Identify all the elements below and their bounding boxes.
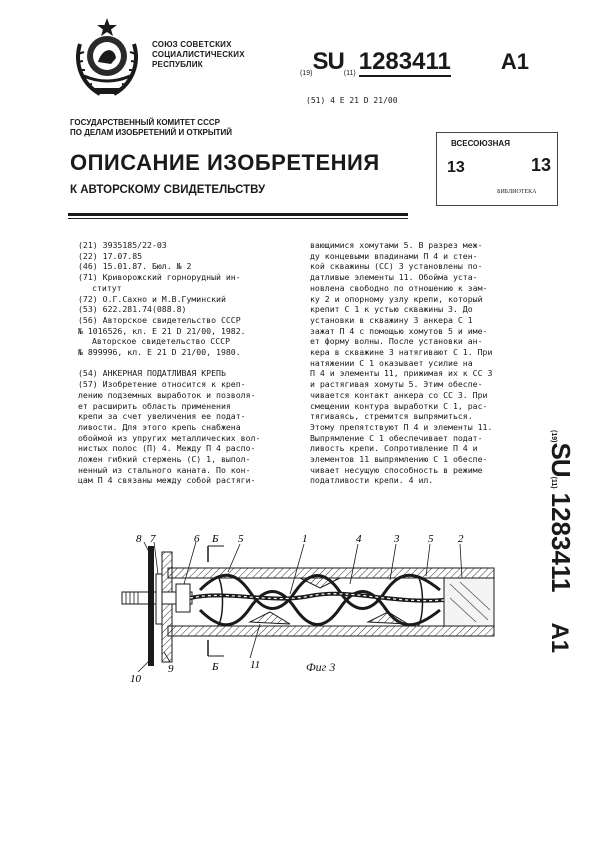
text-line: чивается контакт анкера со СС 3. При xyxy=(310,389,488,400)
document-subtitle: К АВТОРСКОМУ СВИДЕТЕЛЬСТВУ xyxy=(70,184,266,196)
text-line: (72) О.Г.Сахно и М.В.Гуминский xyxy=(78,293,226,304)
side-kind-code: A1 xyxy=(546,622,573,654)
text-line: Авторское свидетельство СССР xyxy=(92,336,231,347)
document-number xyxy=(300,48,529,77)
fig-label: 9 xyxy=(168,663,174,675)
text-line: ливость крепи. Сопротивление П 4 и xyxy=(310,443,478,454)
country-line: СОЮЗ СОВЕТСКИХ xyxy=(152,40,232,49)
fig-label: 5 xyxy=(238,533,244,545)
abstract-continuation xyxy=(310,240,522,486)
text-line: (57) Изобретение относится к креп- xyxy=(78,379,246,390)
text-line: чивает несущую способность в режиме xyxy=(310,464,483,475)
country-code: SU xyxy=(312,48,344,75)
code-11: (11) xyxy=(343,70,356,77)
fig-label: 10 xyxy=(130,673,141,685)
text-line xyxy=(78,358,304,369)
fig-label: 8 xyxy=(136,533,142,545)
country-name xyxy=(152,40,245,70)
stamp-bottom-text: БИБЛИОТЕКА xyxy=(497,189,537,195)
text-line: вающимися хомутами 5. В разрез меж- xyxy=(310,240,483,250)
ipc-classification: (51) 4 E 21 D 21/00 xyxy=(306,96,398,105)
committee-name xyxy=(70,118,232,138)
text-line: крепи за счет увеличения ее подат- xyxy=(78,411,246,422)
text-line: элементов 11 выпрямлению С 1 обеспе- xyxy=(310,454,488,465)
fig-label: 1 xyxy=(302,533,308,545)
side-country-code: SU xyxy=(546,442,576,477)
text-line: и растягивая хомуты 5. Этим обеспе- xyxy=(310,379,483,390)
title-divider xyxy=(68,213,408,216)
text-line: тягиваясь, стремится выпрямиться. xyxy=(310,411,473,422)
text-line: датливые элементы 11. Обойма уста- xyxy=(310,272,478,283)
text-line: ку 2 и опорному узлу крепи, который xyxy=(310,293,483,304)
text-line: кера в скважине 3 натягивают С 1. При xyxy=(310,347,493,358)
ussr-emblem-icon xyxy=(70,14,144,100)
fig-label: 7 xyxy=(150,533,156,545)
fig-label: Б xyxy=(212,661,219,673)
side-patent-number: 1283411 xyxy=(546,492,576,593)
patent-number: 1283411 xyxy=(358,48,451,75)
text-line: новлена свободно по отношению к зам- xyxy=(310,282,488,293)
text-line: кой скважины (СС) 3 установлены по- xyxy=(310,261,483,272)
fig-label: Б xyxy=(212,533,219,545)
text-line: смещении контура выработки С 1, рас- xyxy=(310,400,488,411)
committee-line: ГОСУДАРСТВЕННЫЙ КОМИТЕТ СССР xyxy=(70,118,220,127)
text-line: податливости крепи. 4 ил. xyxy=(310,475,434,486)
library-stamp xyxy=(436,132,558,206)
text-line: зажат П 4 с помощью хомутов 5 и име- xyxy=(310,325,488,336)
kind-code: A1 xyxy=(500,49,529,74)
text-line: Выпрямление С 1 обеспечивает подат- xyxy=(310,432,483,443)
side-code-19: (19) xyxy=(550,430,557,443)
text-line: ститут xyxy=(92,282,122,293)
text-line: Этому препятствуют П 4 и элементы 11. xyxy=(310,421,493,432)
text-line: П 4 и элементы 11, прижимая их к СС 3 xyxy=(310,368,493,379)
committee-line: ПО ДЕЛАМ ИЗОБРЕТЕНИЙ И ОТКРЫТИЙ xyxy=(70,128,233,137)
text-line: крепит С 1 к устью скважины 3. До xyxy=(310,304,473,315)
fig-label: 2 xyxy=(458,533,464,545)
country-line: РЕСПУБЛИК xyxy=(152,60,203,69)
document-title: ОПИСАНИЕ ИЗОБРЕТЕНИЯ xyxy=(70,150,380,175)
text-line: (46) 15.01.87. Бюл. № 2 xyxy=(78,261,192,272)
text-line: лению подземных выработок и позволя- xyxy=(78,389,256,400)
stamp-right-number: 13 xyxy=(530,155,551,175)
text-line: ду концевыми впадинами П 4 и стен- xyxy=(310,250,478,261)
side-code-11: (11) xyxy=(550,476,557,489)
text-line: ливости. Для этого крепь снабжена xyxy=(78,421,241,432)
text-line: № 1016526, кл. Е 21 D 21/00, 1982. xyxy=(78,325,246,336)
fig-label: 5 xyxy=(428,533,434,545)
text-line: (71) Криворожский горнорудный ин- xyxy=(78,272,241,283)
text-line: ет расширить область применения xyxy=(78,400,231,411)
anchor-drawing xyxy=(100,532,500,692)
text-line: ложен гибкий стержень (С) 1, выпол- xyxy=(78,454,251,465)
text-line: натяжении С 1 оказывает усилие на xyxy=(310,357,473,368)
text-line: нистых полос (П) 4. Между П 4 распо- xyxy=(78,443,256,454)
fig-label: 4 xyxy=(356,533,362,545)
bibliographic-data xyxy=(78,240,304,486)
text-line: (53) 622.281.74(088.8) xyxy=(78,304,187,315)
code-19: (19) xyxy=(300,70,313,77)
text-line: № 899996, кл. Е 21 D 21/00, 1980. xyxy=(78,347,241,358)
stamp-left-number: 13 xyxy=(447,159,465,176)
text-line: (56) Авторское свидетельство СССР xyxy=(78,314,241,325)
text-line: ет форму волны. После установки ан- xyxy=(310,336,483,347)
side-document-number xyxy=(520,430,580,680)
text-line: (22) 17.07.85 xyxy=(78,250,143,261)
fig-label: 11 xyxy=(250,659,261,671)
title-divider-thin xyxy=(68,218,408,219)
figure-caption: Фиг 3 xyxy=(306,660,336,674)
text-line: (54) АНКЕРНАЯ ПОДАТЛИВАЯ КРЕПЬ xyxy=(78,368,226,379)
text-line: установки в скважину 3 анкера С 1 xyxy=(310,314,473,325)
text-line: (21) 3935185/22-03 xyxy=(78,240,167,250)
fig-label: 3 xyxy=(394,533,400,545)
country-line: СОЦИАЛИСТИЧЕСКИХ xyxy=(152,50,245,59)
text-line: ненный из стального каната. По кон- xyxy=(78,464,251,475)
text-line: цам П 4 связаны между собой растяги- xyxy=(78,475,256,486)
fig-label: 6 xyxy=(194,533,200,545)
text-line: обоймой из упругих металлических вол- xyxy=(78,432,261,443)
stamp-top-text: ВСЕСОЮЗНАЯ xyxy=(451,139,510,148)
